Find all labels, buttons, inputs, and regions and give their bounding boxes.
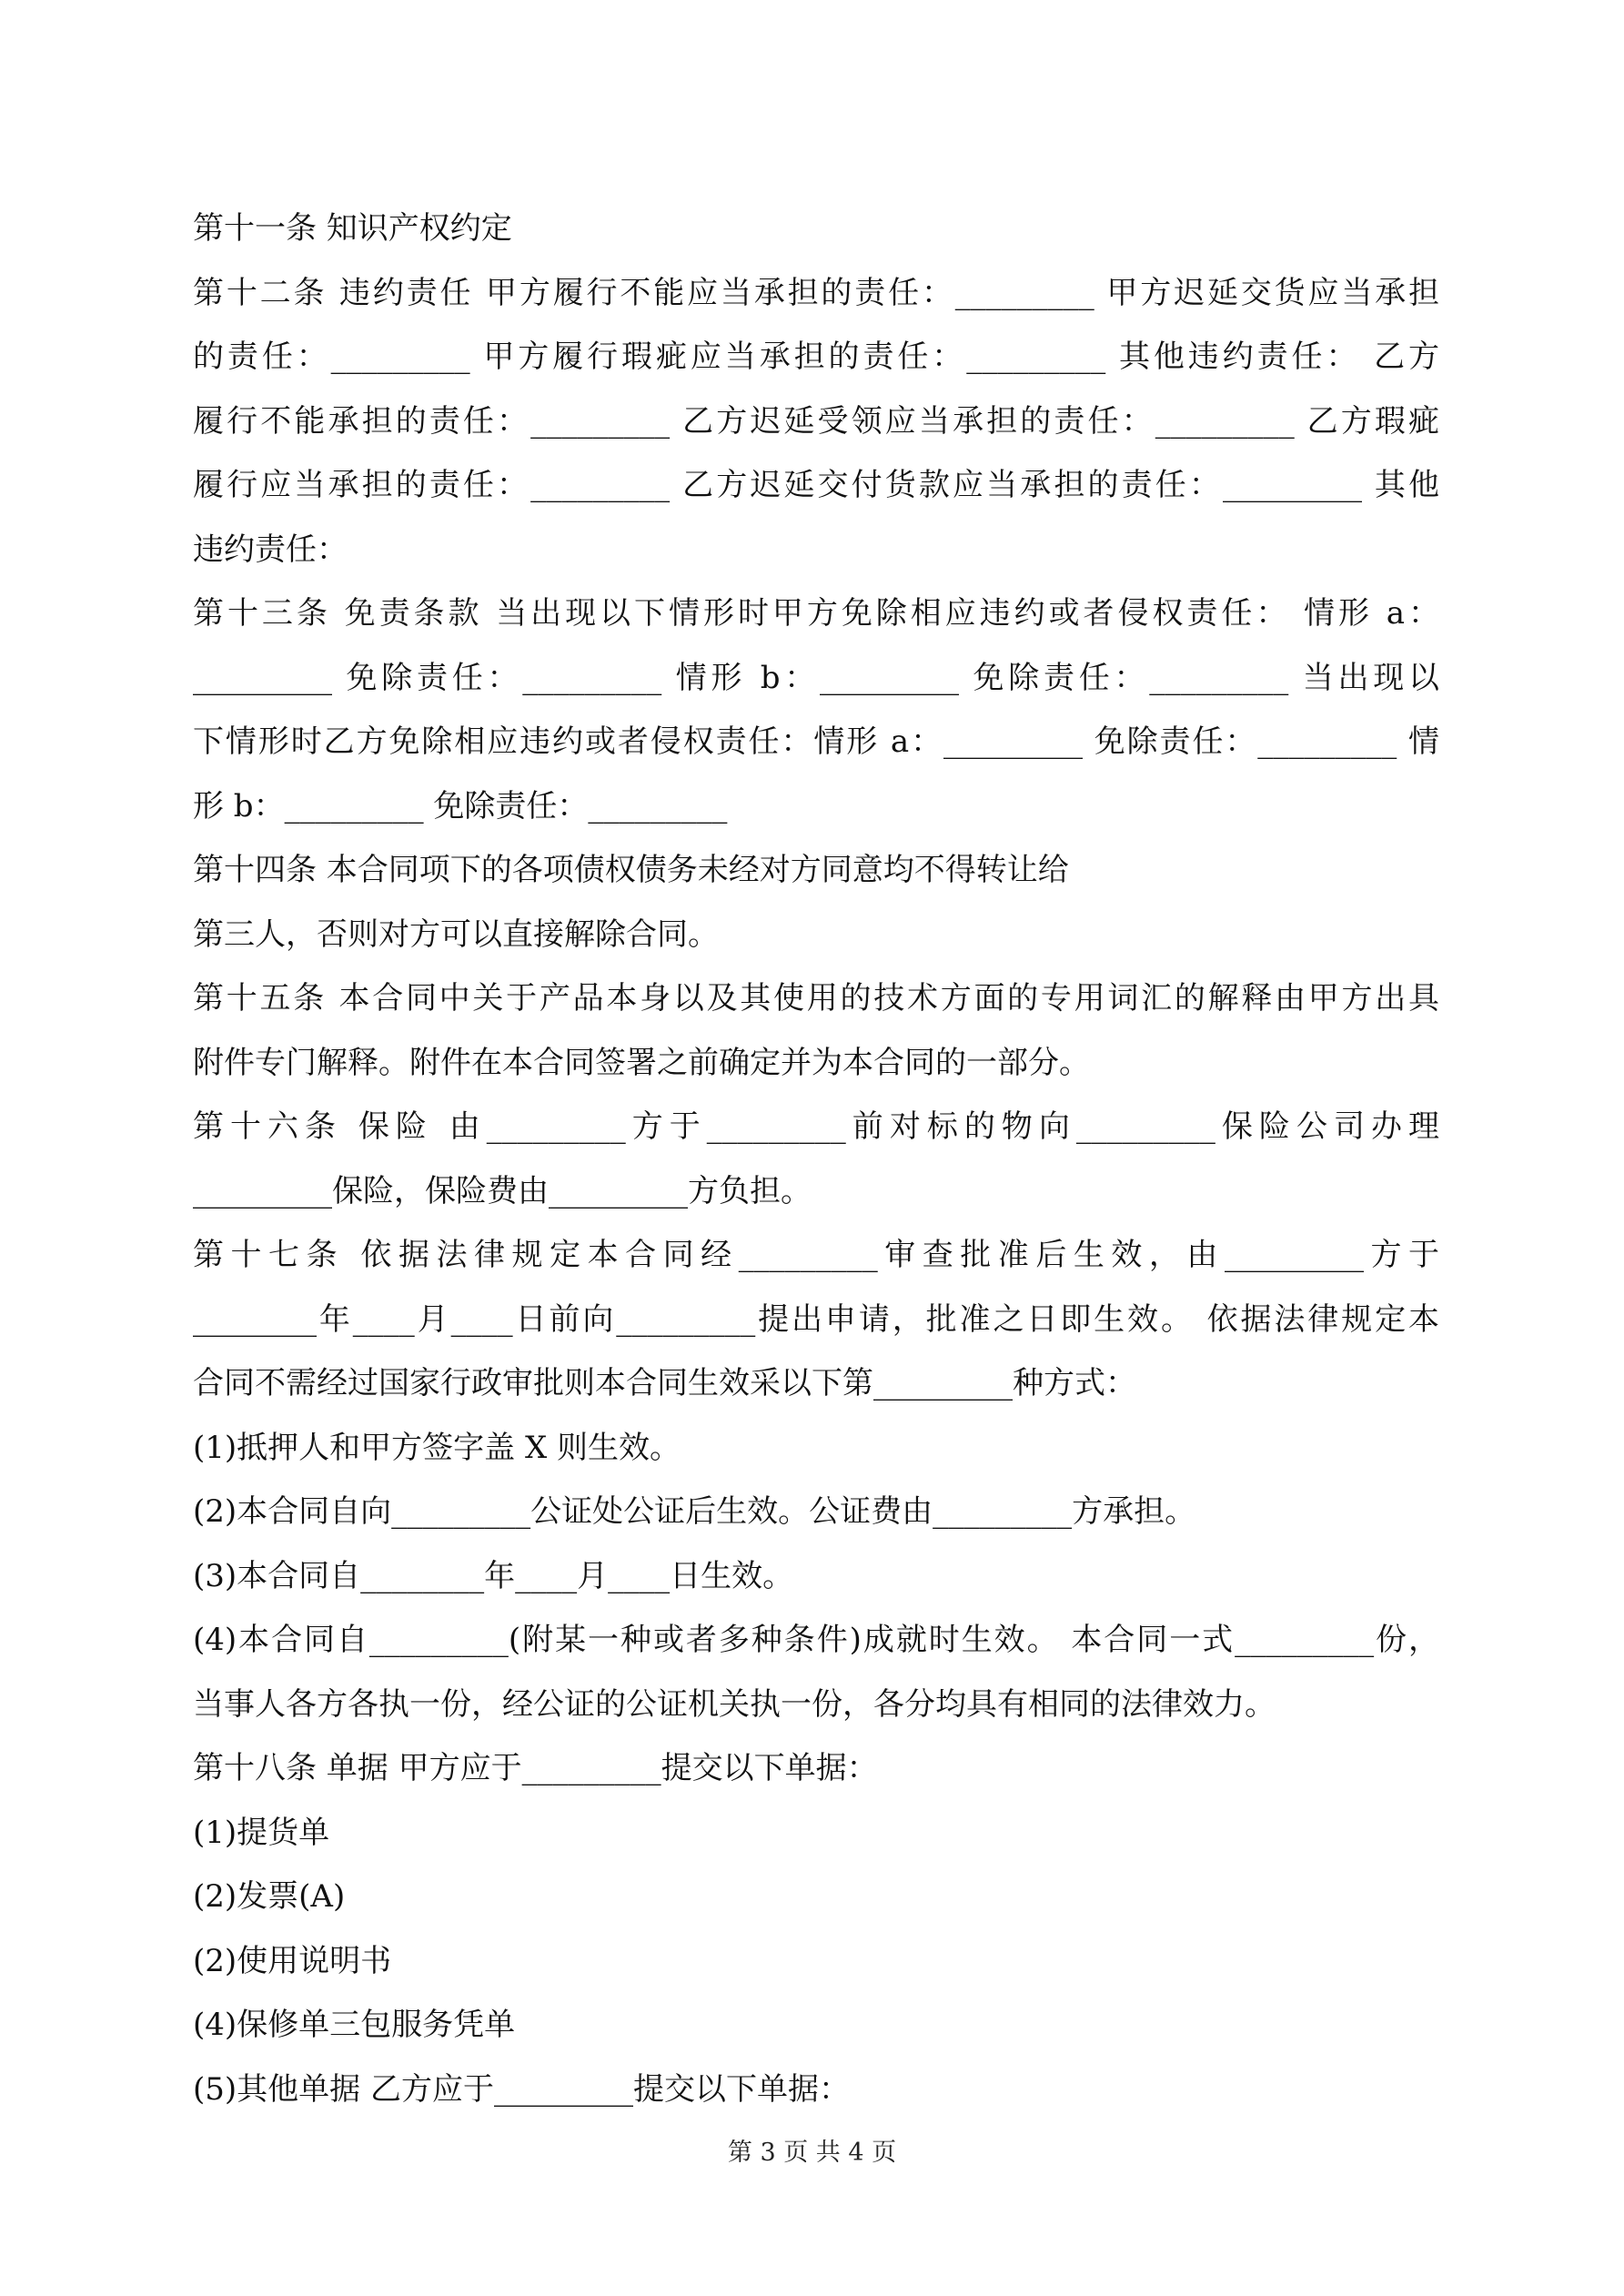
clause-12-line: 第十二条 违约责任 甲方履行不能应当承担的责任：_________ 甲方迟延交货应当承担 [193,274,1439,311]
contract-body [193,197,1439,2121]
clause-17-item: (1)抵押人和甲方签字盖 X 则生效。 [193,1429,681,1466]
clause-13-line: 下情形时乙方免除相应违约或者侵权责任：情形 a：_________ 免除责任：_________ 情 [193,723,1439,760]
clause-13-line: 形 b：_________ 免除责任：_________ [193,787,728,824]
clause-11-heading: 第十一条 知识产权约定 [193,210,512,247]
clause-17-item: (2)本合同自向_________公证处公证后生效。公证费由_________方承担。 [193,1493,1196,1530]
clause-18-item: (5)其他单据 乙方应于_________提交以下单据： [193,2070,850,2108]
clause-14-line: 第十四条 本合同项下的各项债权债务未经对方同意均不得转让给 [193,852,1069,888]
clause-17-item: (4)本合同自_________(附某一种或者多种条件)成就时生效。 本合同一式_________份， [193,1622,1439,1658]
clause-17-line: ________年____月____日前向_________提出申请，批准之日即生效。 依据法律规定本 [193,1300,1439,1338]
clause-17-item: (3)本合同自________年____月____日生效。 [193,1557,794,1594]
clause-16-line: 第十六条 保险 由_________方于_________前对标的物向_________保险公司办理 [193,1108,1439,1145]
clause-17-line: 第十七条 依据法律规定本合同经_________审查批准后生效，由_________方于 [193,1237,1439,1273]
clause-13-line: 第十三条 免责条款 当出现以下情形时甲方免除相应违约或者侵权责任： 情形 a： [193,595,1439,632]
clause-17-line: 当事人各方各执一份，经公证的公证机关执一份，各分均具有相同的法律效力。 [193,1685,1276,1723]
clause-18-item: (1)提货单 [193,1814,330,1851]
clause-12-line: 履行不能承担的责任：_________ 乙方迟延受领应当承担的责任：_________ 乙方瑕疵 [193,402,1439,440]
clause-12-line: 的责任：_________ 甲方履行瑕疵应当承担的责任：_________ 其他违约责任： 乙方 [193,339,1439,375]
clause-18-item: (2)发票(A) [193,1878,346,1915]
page-number: 第 3 页 共 4 页 [727,2139,897,2167]
clause-15-line: 附件专门解释。附件在本合同签署之前确定并为本合同的一部分。 [193,1044,1090,1081]
clause-15-line: 第十五条 本合同中关于产品本身以及其使用的技术方面的专用词汇的解释由甲方出具 [193,980,1439,1017]
clause-12-line: 履行应当承担的责任：_________ 乙方迟延交付货款应当承担的责任：_________ 其他 [193,467,1439,503]
clause-14-line: 第三人，否则对方可以直接解除合同。 [193,915,719,953]
clause-18-item: (4)保修单三包服务凭单 [193,2007,516,2043]
clause-18-item: (2)使用说明书 [193,1942,392,1979]
clause-16-line: _________保险，保险费由_________方负担。 [193,1172,812,1209]
clause-13-line: _________ 免除责任：_________ 情形 b：_________ 免除责任：_________ 当出现以 [193,659,1439,696]
clause-17-line: 合同不需经过国家行政审批则本合同生效采以下第_________种方式： [193,1365,1136,1401]
clause-12-line: 违约责任： [193,531,348,568]
clause-18-heading: 第十八条 单据 甲方应于_________提交以下单据： [193,1750,878,1786]
